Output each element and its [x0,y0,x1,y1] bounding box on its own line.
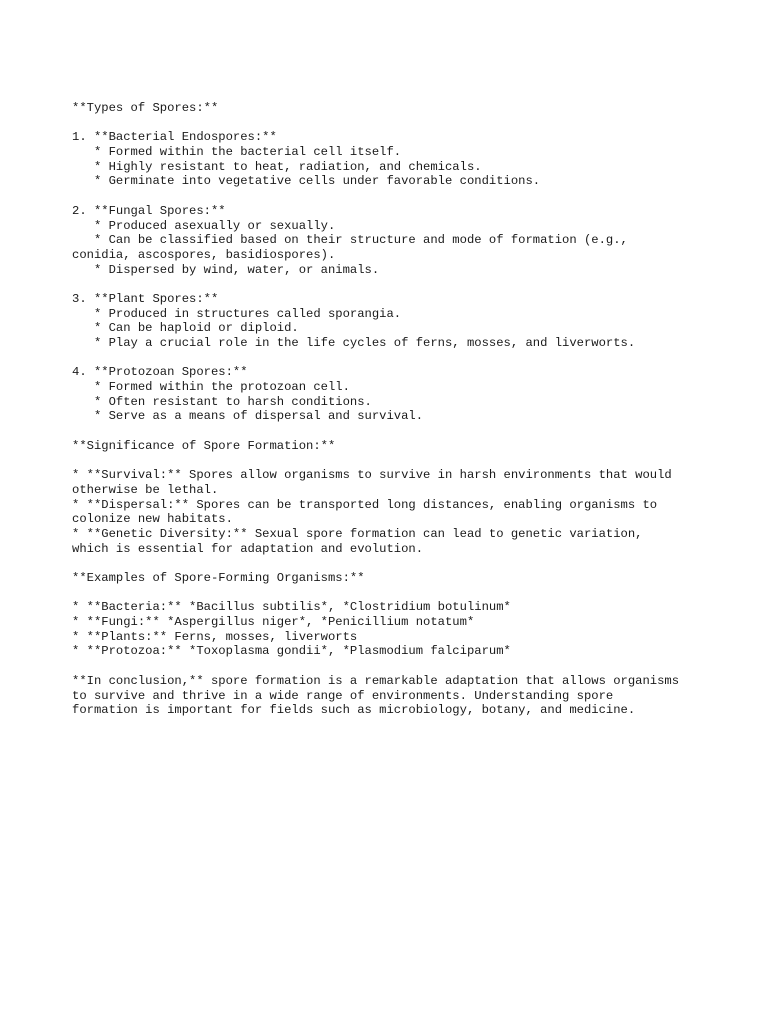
text-line: to survive and thrive in a wide range of environments. Understanding spore [72,688,614,703]
text-line: 1. **Bacterial Endospores:** [72,130,277,145]
blank-line [72,116,712,131]
text-line: **Significance of Spore Formation:** [72,438,336,453]
text-line: otherwise be lethal. [72,482,219,497]
text-line: * Germinate into vegetative cells under favorable conditions. [72,174,541,189]
text-line: * Play a crucial role in the life cycles of ferns, mosses, and liverworts. [72,336,636,350]
text-line: 2. **Fungal Spores:** [72,203,226,218]
text-line: **Types of Spores:** [72,101,219,115]
text-line: * **Survival:** Spores allow organisms to survive in harsh environments that would [72,468,672,483]
blank-line [72,586,712,601]
blank-line [72,556,712,571]
text-line: **In conclusion,** spore formation is a remarkable adaptation that allows organisms [72,673,680,688]
document-body [72,101,712,718]
text-line: which is essential for adaptation and evolution. [72,541,424,556]
text-line: **Examples of Spore-Forming Organisms:** [72,571,365,585]
text-line: conidia, ascospores, basidiospores). [72,247,336,262]
text-line: * Often resistant to harsh conditions. [72,394,372,409]
text-line: * Dispersed by wind, water, or animals. [72,262,380,277]
text-line: * **Bacteria:** *Bacillus subtilis*, *Clostridium botulinum* [72,600,511,615]
text-line: * Produced in structures called sporangia. [72,306,402,321]
text-line: * **Dispersal:** Spores can be transported long distances, enabling organisms to [72,497,658,512]
text-line: * **Genetic Diversity:** Sexual spore formation can lead to genetic variation, [72,526,643,541]
blank-line [72,351,712,366]
text-line: 3. **Plant Spores:** [72,291,219,306]
text-line: * Formed within the bacterial cell itself. [72,145,402,160]
blank-line [72,424,712,439]
text-line: * Can be haploid or diploid. [72,321,299,336]
text-line: * Can be classified based on their structure and mode of formation (e.g., [72,233,628,248]
text-line: * Formed within the protozoan cell. [72,380,350,395]
blank-line [72,659,712,674]
blank-line [72,454,712,469]
text-line: * **Fungi:** *Aspergillus niger*, *Penicillium notatum* [72,615,475,630]
text-line: * **Plants:** Ferns, mosses, liverworts [72,629,358,644]
text-line: * Serve as a means of dispersal and survival. [72,409,424,424]
text-line: * **Protozoa:** *Toxoplasma gondii*, *Plasmodium falciparum* [72,644,511,659]
text-line: * Highly resistant to heat, radiation, and chemicals. [72,159,482,174]
text-line: formation is important for fields such as microbiology, botany, and medicine. [72,703,636,718]
text-line: * Produced asexually or sexually. [72,218,336,233]
text-line: 4. **Protozoan Spores:** [72,365,248,380]
text-line: colonize new habitats. [72,512,233,527]
blank-line [72,189,712,204]
blank-line [72,277,712,292]
